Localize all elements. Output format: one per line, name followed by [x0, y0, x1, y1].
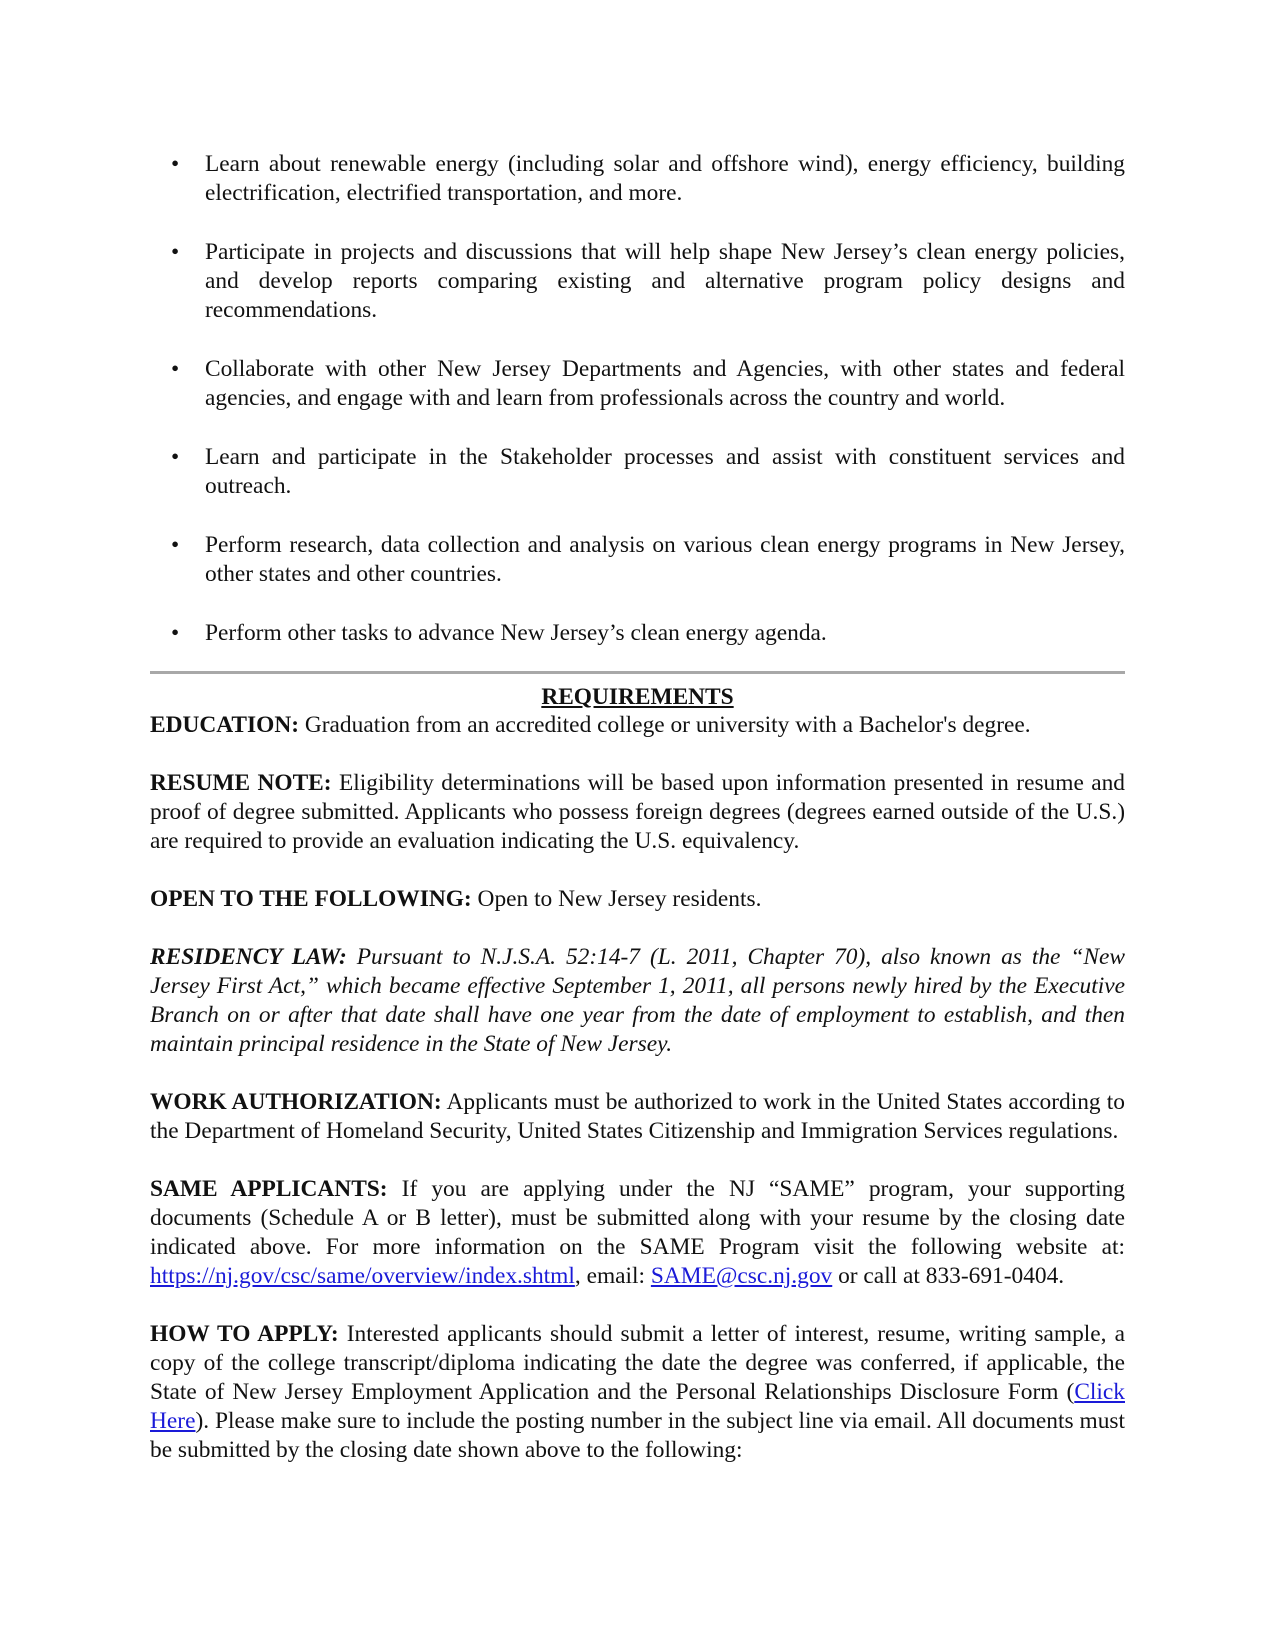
same-email-link[interactable]: SAME@csc.nj.gov: [650, 1263, 833, 1289]
list-item-text: Learn about renewable energy (including solar and offshore wind), energy efficiency, building electrification, electrified transportation, and more.: [205, 151, 1125, 206]
duties-list: [150, 150, 1125, 648]
residency-law-text: Pursuant to N.J.S.A. 52:14-7 (L. 2011, Chapter 70), also known as the “New Jersey First Act,” which became effective September 1, 2011, all persons newly hired by the Executive Branch on or after that date shall have one year from the date of employment to establish, and then maintain principal residence in the State of New Jersey.: [150, 944, 1125, 1057]
work-authorization-label: WORK AUTHORIZATION:: [150, 1089, 442, 1115]
section-divider: [150, 671, 1125, 674]
work-authorization-text: Applicants must be authorized to work in the United States according to the Department of Homeland Security, United States Citizenship and Immigration Services regulations.: [150, 1089, 1125, 1144]
work-authorization-paragraph: [150, 1088, 1125, 1146]
list-item: [150, 238, 1125, 325]
resume-note-label: RESUME NOTE:: [150, 770, 332, 796]
how-to-apply-paragraph: [150, 1320, 1125, 1465]
list-item-text: Perform research, data collection and analysis on various clean energy programs in New Jersey, other states and other countries.: [205, 532, 1125, 587]
bullet-icon: •: [171, 356, 180, 382]
bullet-icon: •: [171, 444, 180, 470]
document-page: [150, 150, 1125, 1494]
how-to-apply-text-1: Interested applicants should submit a letter of interest, resume, writing sample, a copy of the college transcript/diploma indicating the date the degree was conferred, if applicable, the State of New Jersey Employment Application and the Personal Relationships Disclosure Form (: [150, 1321, 1125, 1405]
same-applicants-paragraph: [150, 1175, 1125, 1291]
how-to-apply-label: HOW TO APPLY:: [150, 1321, 339, 1347]
requirements-heading: REQUIREMENTS: [541, 684, 734, 710]
same-applicants-text-2: , email:: [574, 1263, 651, 1289]
list-item: [150, 355, 1125, 413]
same-applicants-text-3: or call at 833-691-0404.: [832, 1263, 1065, 1289]
resume-note-paragraph: [150, 769, 1125, 856]
bullet-icon: •: [171, 620, 180, 646]
list-item-text: Participate in projects and discussions that will help shape New Jersey’s clean energy policies, and develop reports comparing existing and alternative program policy designs and recommendations.: [205, 239, 1125, 323]
open-to-text: Open to New Jersey residents.: [471, 886, 762, 912]
same-applicants-text-1: If you are applying under the NJ “SAME” program, your supporting documents (Schedule A or B letter), must be submitted along with your resume by the closing date indicated above. For more information on the SAME Program visit the following website at:: [150, 1176, 1126, 1260]
list-item-text: Perform other tasks to advance New Jersey’s clean energy agenda.: [205, 620, 827, 646]
open-to-label: OPEN TO THE FOLLOWING:: [150, 886, 472, 912]
same-applicants-label: SAME APPLICANTS:: [150, 1176, 388, 1202]
residency-law-label: RESIDENCY LAW:: [150, 944, 347, 970]
list-item-text: Collaborate with other New Jersey Departments and Agencies, with other states and federal agencies, and engage with and learn from professionals across the country and world.: [205, 356, 1125, 411]
same-website-link[interactable]: https://nj.gov/csc/same/overview/index.shtml: [150, 1263, 575, 1289]
list-item: [150, 619, 1125, 648]
list-item: [150, 443, 1125, 501]
residency-law-paragraph: [150, 943, 1125, 1059]
click-here-link[interactable]: Click Here: [150, 1379, 1125, 1434]
education-paragraph: [150, 711, 1125, 740]
education-label: EDUCATION:: [150, 712, 300, 738]
bullet-icon: •: [171, 151, 180, 177]
resume-note-text: Eligibility determinations will be based upon information presented in resume and proof of degree submitted. Applicants who possess foreign degrees (degrees earned outside of the U.S.) are required to provide an evaluation indicating the U.S. equivalency.: [150, 770, 1126, 854]
list-item-text: Learn and participate in the Stakeholder processes and assist with constituent services and outreach.: [205, 444, 1125, 499]
open-to-paragraph: [150, 885, 1125, 914]
list-item: [150, 150, 1125, 208]
how-to-apply-text-2: ). Please make sure to include the posting number in the subject line via email. All documents must be submitted by the closing date shown above to the following:: [150, 1408, 1125, 1463]
bullet-icon: •: [171, 532, 180, 558]
list-item: [150, 531, 1125, 589]
education-text: Graduation from an accredited college or university with a Bachelor's degree.: [299, 712, 1031, 738]
bullet-icon: •: [171, 239, 180, 265]
